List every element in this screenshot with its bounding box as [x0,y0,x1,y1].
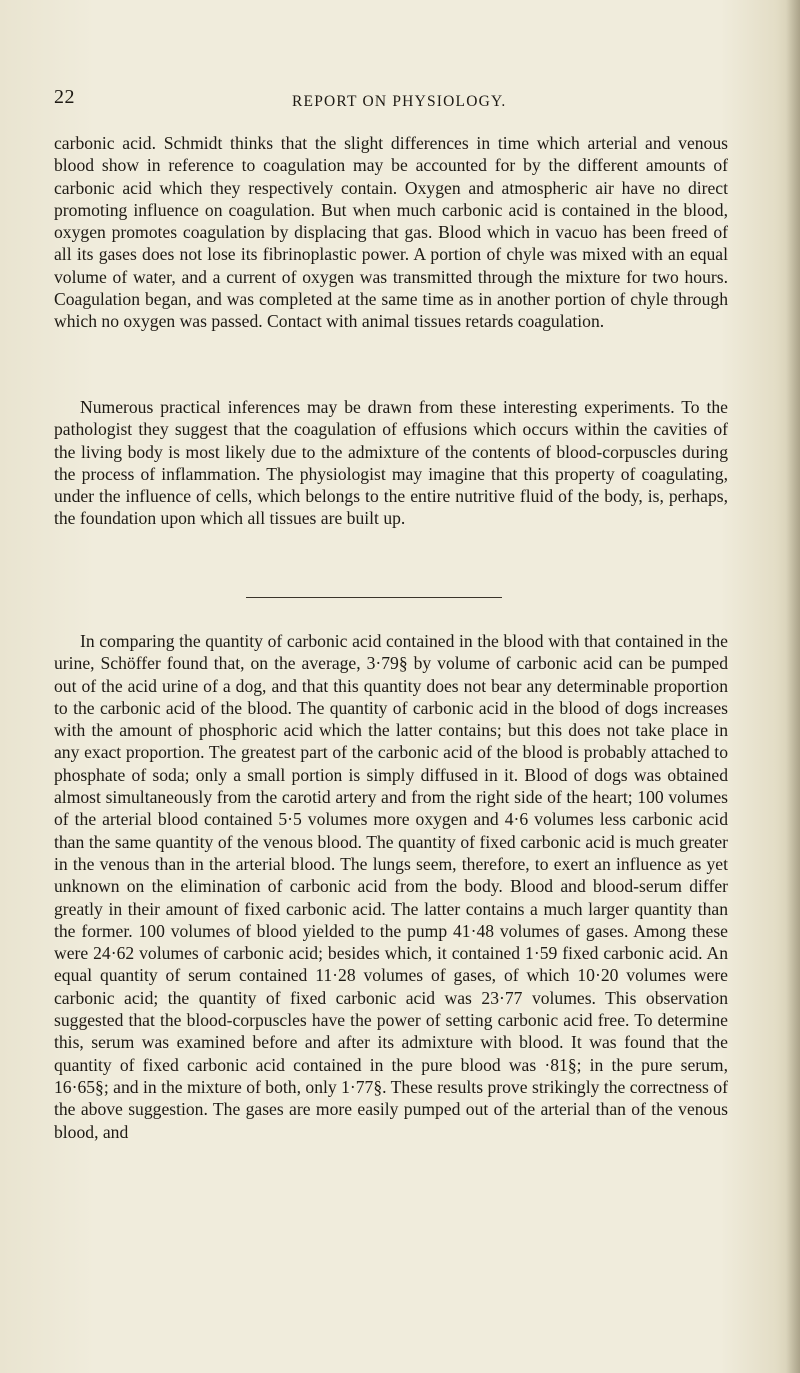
page-number: 22 [54,86,75,108]
paragraph-practical-inferences [54,396,728,530]
running-title: REPORT ON PHYSIOLOGY. [292,93,507,110]
paragraph-text: In comparing the quantity of carbonic acid contained in the blood with that contained in the urine, Schöffer found that, on the average, 3·79§ by volume of carbonic acid can be pumped out of the acid urine of a dog, and that this quantity does not bear any determinable proportion to the carbonic acid of the blood. The quantity of carbonic acid in the blood of dogs increases with the amount of phosphoric acid which the latter contains; but this does not take place in any exact proportion. The greatest part of the carbonic acid of the blood is probably attached to phosphate of soda; only a small portion is simply diffused in it. Blood of dogs was obtained almost simultaneously from the carotid artery and from the right side of the heart; 100 volumes of the arterial blood contained 5·5 volumes more oxygen and 4·6 volumes less carbonic acid than the same quantity of the venous blood. The quantity of fixed carbonic acid is much greater in the venous than in the arterial blood. The lungs seem, therefore, to exert an influence as yet unknown on the elimination of carbonic acid from the body. Blood and blood-serum differ greatly in their amount of fixed carbonic acid. The latter contains a much larger quantity than the former. 100 volumes of blood yielded to the pump 41·48 volumes of gases. Among these were 24·62 volumes of carbonic acid; besides which, it contained 1·59 fixed carbonic acid. An equal quantity of serum contained 11·28 volumes of gases, of which 10·20 volumes were carbonic acid; the quantity of fixed carbonic acid was 23·77 volumes. This observation suggested that the blood-corpuscles have the power of setting carbonic acid free. To determine this, serum was examined before and after its admixture with blood. It was found that the quantity of fixed carbonic acid contained in the pure blood was ·81§; in the pure serum, 16·65§; and in the mixture of both, only 1·77§. These results prove strikingly the correctness of the above suggestion. The gases are more easily pumped out of the arterial than of the venous blood, and [54,631,728,1142]
paragraph-carbonic-acid-blood-urine [54,630,728,1143]
paragraph-coagulation-gases [54,132,728,333]
section-divider [246,597,502,598]
page-edge-shadow [786,0,800,1373]
paragraph-text: Numerous practical inferences may be drawn from these interesting experiments. To the pathologist they suggest that the coagulation of effusions which occurs within the cavities of the living body is most likely due to the admixture of the contents of blood-corpuscles during the process of inflammation. The physiologist may imagine that this property of coagulating, under the influence of cells, which belongs to the entire nutritive fluid of the body, is, perhaps, the foundation upon which all tissues are built up. [54,397,728,529]
paragraph-text: carbonic acid. Schmidt thinks that the slight differences in time which arterial and venous blood show in reference to coagulation may be accounted for by the different amounts of carbonic acid which they respectively contain. Oxygen and atmospheric air have no direct promoting influence on coagulation. But when much carbonic acid is contained in the blood, oxygen promotes coagulation by displacing that gas. Blood which in vacuo has been freed of all its gases does not lose its fibrinoplastic power. A portion of chyle was mixed with an equal volume of water, and a current of oxygen was transmitted through the mixture for two hours. Coagulation began, and was completed at the same time as in another portion of chyle through which no oxygen was passed. Contact with animal tissues retards coagulation. [54,133,728,332]
